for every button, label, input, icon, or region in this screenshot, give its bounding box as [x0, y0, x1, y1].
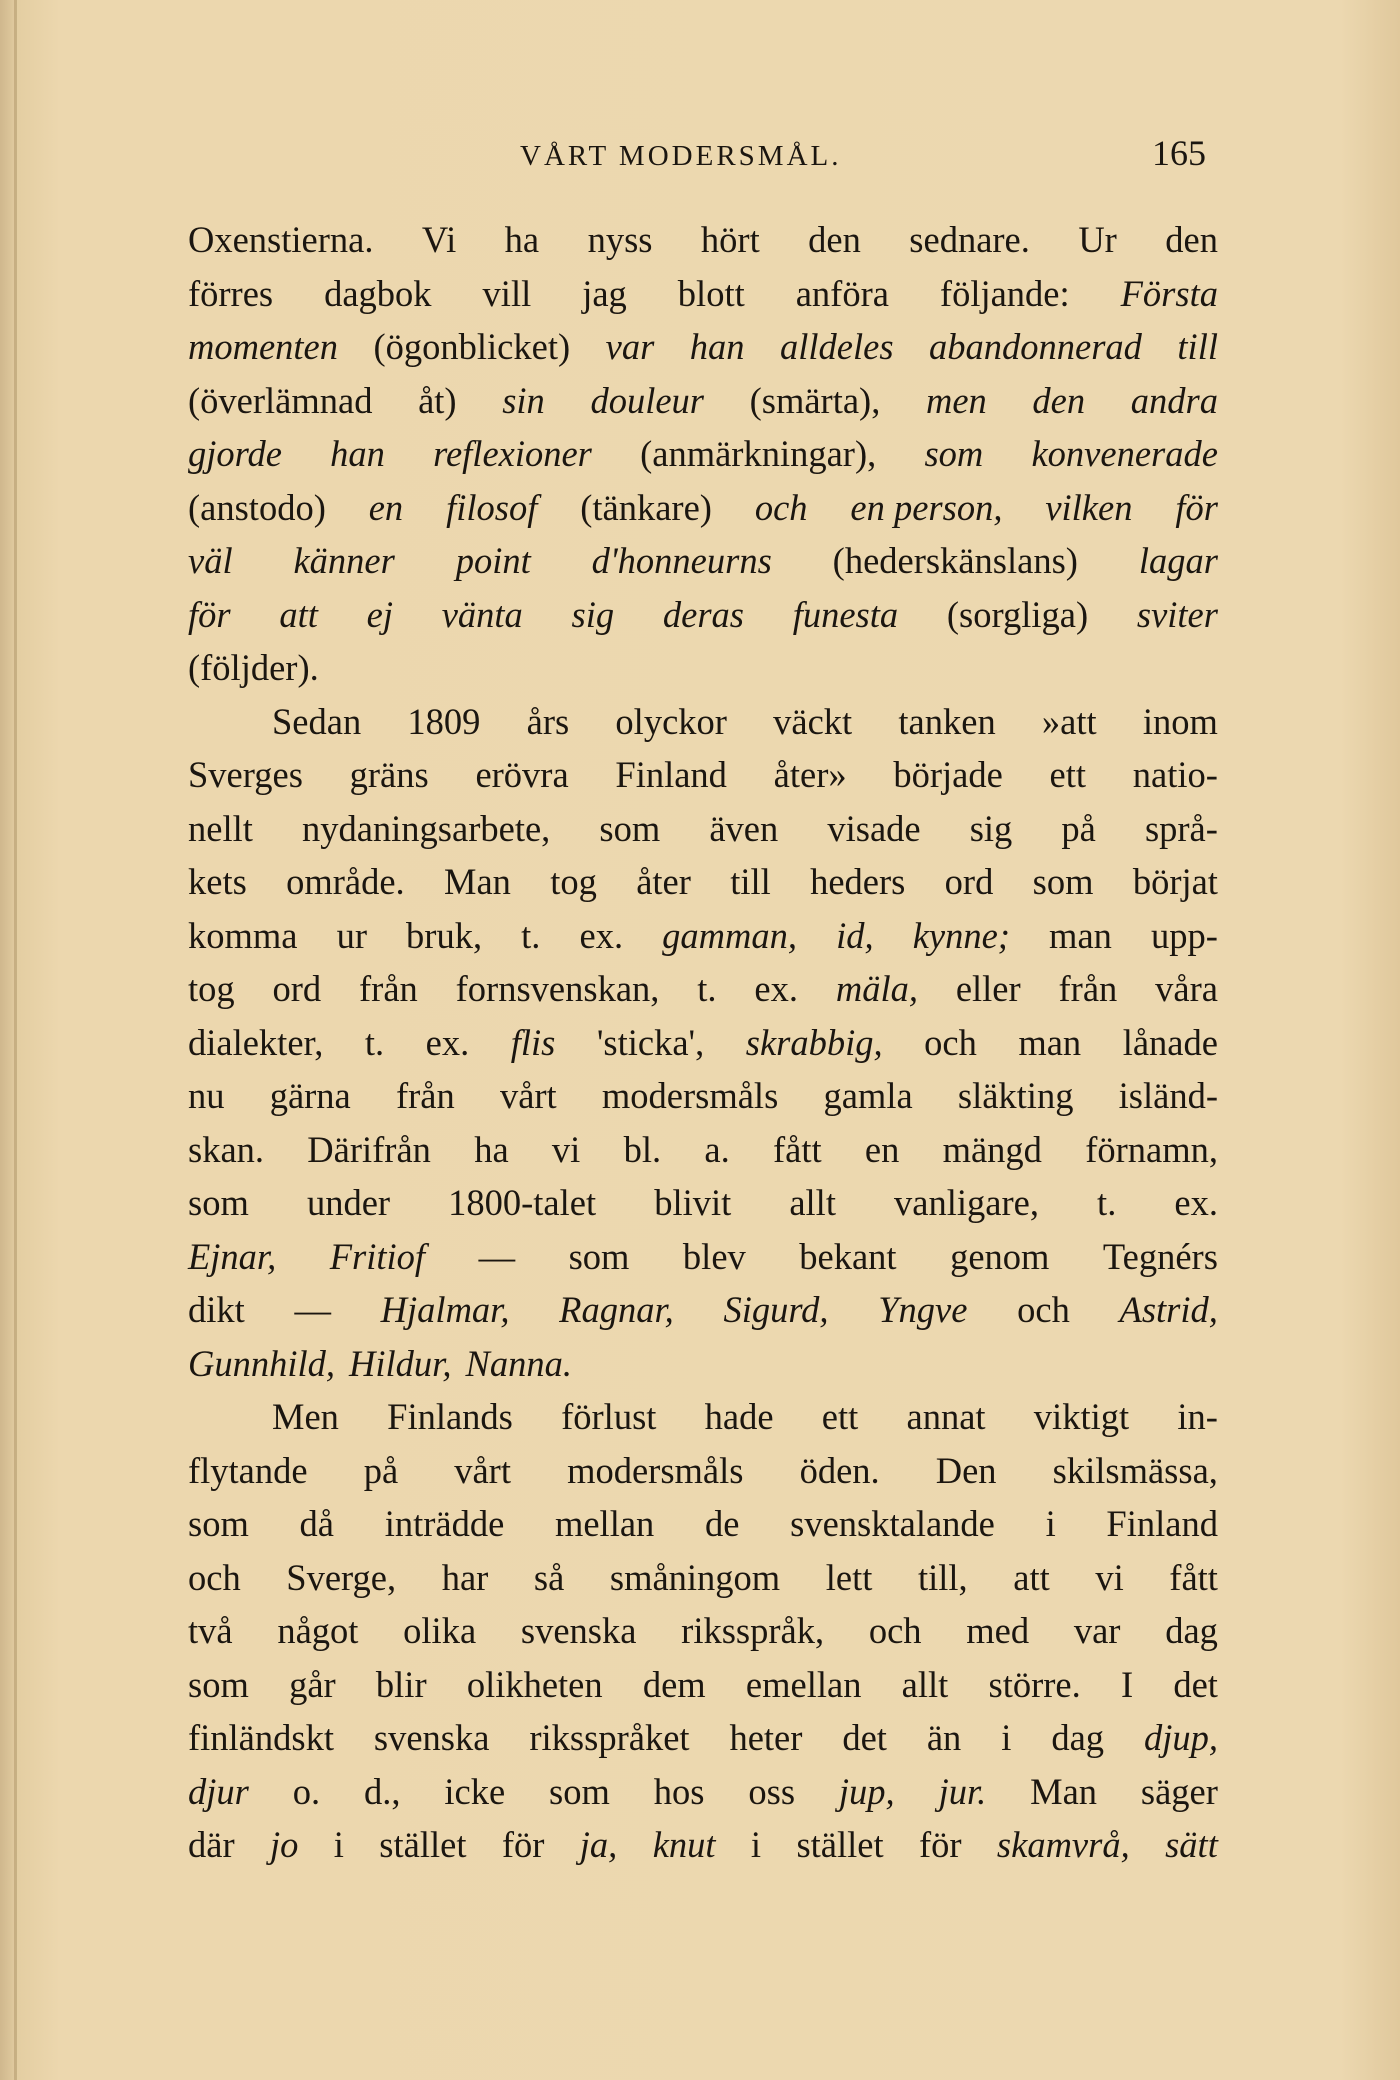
- word: man: [1049, 914, 1112, 956]
- italic-word: abandonnerad: [929, 326, 1142, 367]
- word: tanken: [898, 700, 996, 742]
- word: från: [359, 968, 418, 1009]
- word: de: [704, 1503, 740, 1544]
- word: stället: [796, 1824, 884, 1865]
- word: olyckor: [615, 700, 727, 742]
- word: åt): [418, 379, 457, 421]
- word: t.: [521, 914, 541, 956]
- text-line: [188, 962, 1218, 1016]
- word: mängd: [942, 1128, 1042, 1170]
- word: Man: [444, 861, 511, 902]
- italic-word: alldeles: [780, 326, 894, 367]
- word: språ-: [1144, 807, 1218, 849]
- word: förres: [188, 272, 274, 314]
- word: allt: [901, 1663, 949, 1705]
- word: (sorgliga): [946, 593, 1089, 635]
- word: I: [1120, 1663, 1134, 1705]
- word: a.: [704, 1128, 730, 1170]
- word: nu: [188, 1075, 225, 1116]
- word: fått: [1169, 1556, 1218, 1598]
- word: svensktalande: [790, 1503, 995, 1544]
- word: sednare.: [909, 219, 1030, 260]
- word: följande:: [939, 272, 1070, 314]
- italic-word: till: [1177, 326, 1218, 367]
- word: ex.: [754, 968, 798, 1009]
- text-line: [188, 1069, 1218, 1123]
- word: en: [864, 1128, 900, 1170]
- text-line: [188, 1444, 1218, 1498]
- word: kets: [188, 861, 247, 902]
- word: och: [1017, 1289, 1070, 1330]
- word: i: [750, 1824, 762, 1865]
- word: modersmåls: [601, 1075, 779, 1116]
- text-line: [188, 695, 1218, 749]
- text-line: [188, 1711, 1218, 1765]
- word: års: [526, 700, 570, 742]
- word: Sverges: [188, 754, 303, 795]
- word: (ögonblicket): [373, 326, 571, 367]
- word: nydaningsarbete,: [301, 807, 551, 849]
- word: Ur: [1078, 219, 1117, 260]
- italic-word: konvenerade: [1031, 433, 1218, 474]
- text-line: [188, 320, 1218, 374]
- text-line: [188, 267, 1218, 321]
- word: in-: [1177, 1396, 1218, 1437]
- word: riksspråk,: [681, 1610, 825, 1651]
- word: svenska: [520, 1610, 637, 1651]
- word: säger: [1140, 1770, 1218, 1812]
- word: åter: [636, 861, 691, 902]
- word: åter»: [773, 754, 847, 795]
- italic-word: han: [689, 326, 745, 367]
- word: allt: [789, 1182, 836, 1223]
- italic-word: att: [279, 593, 318, 635]
- italic-word: ja,: [579, 1824, 618, 1865]
- word: blott: [677, 272, 745, 314]
- italic-word: gamman,: [662, 914, 798, 956]
- italic-word: sin: [502, 379, 545, 421]
- italic-word: Yngve: [878, 1289, 968, 1330]
- word: anföra: [795, 272, 889, 314]
- word: oss: [748, 1770, 796, 1812]
- italic-word: och: [754, 486, 808, 528]
- word: vi: [1095, 1556, 1124, 1598]
- text-line: [188, 1230, 1218, 1284]
- word: isländ-: [1118, 1075, 1218, 1116]
- word: öden.: [799, 1449, 880, 1491]
- body-text: [188, 213, 1218, 1872]
- word: mellan: [554, 1503, 655, 1544]
- word: svenska: [373, 1717, 490, 1758]
- italic-word: sig: [571, 593, 615, 635]
- word: viktigt: [1033, 1396, 1130, 1437]
- italic-word: funesta: [792, 593, 899, 635]
- italic-word: filosof: [446, 486, 538, 528]
- italic-word: vilken: [1045, 486, 1133, 528]
- italic-word: känner: [293, 540, 395, 581]
- word: Vi: [421, 219, 457, 260]
- italic-word: väl: [188, 540, 233, 581]
- page-number: 165: [1152, 133, 1206, 173]
- word: ex.: [1174, 1182, 1218, 1223]
- word: så: [533, 1556, 565, 1598]
- text-line: [188, 427, 1218, 481]
- word: t.: [364, 1021, 385, 1063]
- word: något: [277, 1610, 359, 1651]
- word: våra: [1155, 968, 1218, 1009]
- text-line: [188, 1283, 1218, 1337]
- italic-word: för: [188, 593, 231, 635]
- word: modersmåls: [567, 1449, 744, 1491]
- italic-word: som: [924, 433, 984, 474]
- text-line: [188, 1497, 1218, 1551]
- word: började: [893, 754, 1003, 795]
- word: (hederskänslans): [832, 540, 1078, 581]
- italic-word: vänta: [441, 593, 523, 635]
- word: Finland: [1106, 1503, 1218, 1544]
- italic-word: men: [925, 379, 987, 421]
- word: stället: [379, 1824, 467, 1865]
- italic-word: point: [455, 540, 531, 581]
- word: (överlämnad: [188, 379, 373, 421]
- word: riksspråket: [529, 1717, 690, 1758]
- word: var: [1073, 1610, 1121, 1651]
- italic-word: momenten: [188, 326, 339, 367]
- word: för: [918, 1824, 962, 1865]
- italic-word: flis: [510, 1021, 556, 1063]
- word: till,: [917, 1556, 968, 1598]
- word: —: [294, 1289, 331, 1330]
- word: 1809: [407, 700, 481, 742]
- running-head: [0, 120, 1400, 180]
- word: Tegnérs: [1102, 1235, 1218, 1277]
- word: —: [478, 1235, 516, 1277]
- word: ord: [272, 968, 322, 1009]
- italic-word: den: [1032, 379, 1086, 421]
- word: med: [966, 1610, 1030, 1651]
- word: tog: [550, 861, 597, 902]
- word: från: [1058, 968, 1118, 1009]
- italic-word: skrabbig,: [745, 1021, 883, 1063]
- word: i: [1045, 1503, 1056, 1544]
- word: som: [599, 807, 661, 849]
- word: komma: [188, 914, 298, 956]
- word: dag: [1165, 1610, 1218, 1651]
- word: dialekter,: [188, 1021, 324, 1063]
- word: ex.: [579, 914, 624, 956]
- italic-word: Gunnhild,: [188, 1342, 336, 1384]
- word: två: [188, 1610, 233, 1651]
- word: hört: [700, 219, 760, 260]
- word: man: [1018, 1021, 1082, 1063]
- italic-word: lagar: [1138, 540, 1218, 581]
- word: då: [299, 1503, 334, 1544]
- word: som: [188, 1503, 249, 1544]
- text-line: [188, 1176, 1218, 1230]
- word: 1800-talet: [448, 1182, 597, 1223]
- italic-word: knut: [652, 1824, 716, 1865]
- word: ett: [1049, 754, 1087, 795]
- word: blev: [682, 1235, 746, 1277]
- word: ex.: [425, 1021, 470, 1063]
- text-line: [188, 748, 1218, 802]
- page-edge-shadow: [14, 0, 17, 2080]
- word: blir: [375, 1663, 427, 1705]
- word: vårt: [499, 1075, 557, 1116]
- word: tog: [188, 968, 235, 1009]
- text-line: [188, 909, 1218, 963]
- word: visade: [827, 807, 921, 849]
- word: vanligare,: [894, 1182, 1039, 1223]
- italic-word: en person,: [850, 486, 1003, 528]
- word: skan.: [188, 1128, 265, 1170]
- word: som: [549, 1770, 610, 1812]
- word: upp-: [1150, 914, 1218, 956]
- word: område.: [286, 861, 405, 902]
- word: bl.: [623, 1128, 662, 1170]
- word: skilsmässa,: [1052, 1449, 1218, 1491]
- word: t.: [1097, 1182, 1117, 1223]
- word: vi: [551, 1128, 581, 1170]
- italic-word: sätt: [1165, 1824, 1218, 1865]
- word: (tänkare): [580, 486, 712, 528]
- word: heter: [729, 1717, 803, 1758]
- word: dagbok: [324, 272, 432, 314]
- word: Därifrån: [307, 1128, 431, 1170]
- word: väckt: [773, 700, 853, 742]
- word: (anstodo): [188, 486, 326, 528]
- word: nellt: [188, 807, 253, 849]
- text-line: [188, 1818, 1218, 1872]
- word: olikheten: [466, 1663, 603, 1705]
- word: det: [842, 1717, 887, 1758]
- word: (följder).: [188, 647, 319, 688]
- word: ha: [474, 1128, 509, 1170]
- word: i: [1001, 1717, 1012, 1758]
- italic-word: för: [1175, 486, 1218, 528]
- italic-word: Hjalmar,: [380, 1289, 510, 1330]
- word: går: [289, 1663, 336, 1705]
- text-line: [188, 1123, 1218, 1177]
- word: sig: [969, 807, 1013, 849]
- italic-word: skamvrå,: [996, 1824, 1130, 1865]
- italic-word: mäla,: [835, 968, 918, 1009]
- word: och: [924, 1021, 977, 1063]
- word: bruk,: [406, 914, 483, 956]
- italic-word: Sigurd,: [723, 1289, 829, 1330]
- word: dikt: [188, 1289, 245, 1330]
- word: d.,: [363, 1770, 401, 1812]
- running-head-title: VÅRT MODERSMÅL.: [520, 140, 842, 172]
- word: vårt: [454, 1449, 511, 1491]
- italic-word: ej: [366, 593, 393, 635]
- word: det: [1173, 1663, 1218, 1705]
- word: jag: [582, 272, 627, 314]
- word: (smärta),: [749, 379, 881, 421]
- text-line: [188, 641, 1218, 695]
- word: från: [395, 1075, 455, 1116]
- word: och: [868, 1610, 922, 1651]
- italic-word: douleur: [590, 379, 704, 421]
- text-line: [188, 534, 1218, 588]
- word: finländskt: [188, 1717, 334, 1758]
- italic-word: Ejnar,: [188, 1235, 277, 1277]
- word: olika: [403, 1610, 477, 1651]
- word: gamla: [823, 1075, 913, 1116]
- word: och: [188, 1556, 241, 1598]
- word: t.: [697, 968, 717, 1009]
- word: Sedan: [272, 700, 362, 742]
- text-line: [188, 1551, 1218, 1605]
- text-line: [188, 213, 1218, 267]
- italic-word: djup,: [1143, 1717, 1218, 1758]
- word: flytande: [188, 1449, 308, 1491]
- italic-word: jur.: [938, 1770, 987, 1812]
- word: Finland: [615, 754, 727, 795]
- word: har: [441, 1556, 489, 1598]
- italic-word: sviter: [1136, 593, 1218, 635]
- word: nyss: [587, 219, 653, 260]
- word: förnamn,: [1085, 1128, 1218, 1170]
- word: börjat: [1132, 861, 1218, 902]
- word: inom: [1142, 700, 1218, 742]
- text-line: [188, 1765, 1218, 1819]
- word: o.: [292, 1770, 321, 1812]
- italic-word: Hildur,: [349, 1342, 452, 1384]
- word: för: [501, 1824, 545, 1865]
- word: 'sticka',: [596, 1021, 705, 1063]
- word: ha: [504, 219, 540, 260]
- word: Oxenstierna.: [188, 219, 374, 260]
- italic-word: en: [368, 486, 404, 528]
- word: inträdde: [384, 1503, 505, 1544]
- word: ett: [821, 1396, 859, 1437]
- word: heders: [810, 861, 906, 902]
- word: Men: [272, 1396, 339, 1437]
- word: Man: [1030, 1770, 1098, 1812]
- word: än: [926, 1717, 962, 1758]
- text-line: [188, 1337, 1218, 1391]
- word: där: [188, 1824, 235, 1865]
- word: som: [568, 1235, 630, 1277]
- italic-word: han: [330, 433, 385, 474]
- italic-word: Första: [1120, 272, 1218, 314]
- word: genom: [950, 1235, 1050, 1277]
- word: ord: [944, 861, 994, 902]
- word: att: [1013, 1556, 1050, 1598]
- word: även: [709, 807, 779, 849]
- text-line: [188, 374, 1218, 428]
- text-line: [188, 802, 1218, 856]
- word: släkting: [957, 1075, 1074, 1116]
- word: hos: [653, 1770, 705, 1812]
- word: ur: [336, 914, 367, 956]
- italic-word: Astrid,: [1119, 1289, 1218, 1330]
- word: på: [1061, 807, 1096, 849]
- italic-word: jo: [269, 1824, 299, 1865]
- word: Finlands: [387, 1396, 513, 1437]
- word: på: [363, 1449, 399, 1491]
- word: bekant: [799, 1235, 897, 1277]
- text-line: [188, 855, 1218, 909]
- text-line: [188, 1658, 1218, 1712]
- word: hade: [704, 1396, 774, 1437]
- word: som: [188, 1663, 249, 1705]
- italic-word: andra: [1130, 379, 1218, 421]
- word: fått: [772, 1128, 822, 1170]
- word: den: [808, 219, 861, 260]
- word: Den: [935, 1449, 997, 1491]
- word: (anmärkningar),: [640, 433, 877, 474]
- italic-word: reflexioner: [433, 433, 592, 474]
- text-line: [188, 1604, 1218, 1658]
- italic-word: gjorde: [188, 433, 282, 474]
- word: förlust: [561, 1396, 657, 1437]
- italic-word: Ragnar,: [559, 1289, 674, 1330]
- text-line: [188, 1016, 1218, 1070]
- italic-word: jup,: [838, 1770, 895, 1812]
- word: emellan: [745, 1663, 862, 1705]
- italic-word: var: [605, 326, 655, 367]
- word: lett: [825, 1556, 873, 1598]
- word: lånade: [1122, 1021, 1218, 1063]
- italic-word: d'honneurns: [591, 540, 772, 581]
- word: annat: [906, 1396, 986, 1437]
- italic-word: Fritiof: [329, 1235, 426, 1277]
- italic-word: Nanna.: [465, 1342, 572, 1384]
- italic-word: kynne;: [912, 914, 1010, 956]
- word: erövra: [475, 754, 569, 795]
- word: den: [1165, 219, 1218, 260]
- word: småningom: [609, 1556, 781, 1598]
- word: fornsvenskan,: [455, 968, 660, 1009]
- word: som: [188, 1182, 249, 1223]
- word: icke: [444, 1770, 506, 1812]
- italic-word: deras: [662, 593, 744, 635]
- word: natio-: [1132, 754, 1218, 795]
- word: under: [306, 1182, 391, 1223]
- italic-word: djur: [188, 1770, 249, 1812]
- word: dem: [642, 1663, 706, 1705]
- word: större.: [988, 1663, 1081, 1705]
- italic-word: id,: [836, 914, 874, 956]
- text-line: [188, 588, 1218, 642]
- word: Sverge,: [286, 1556, 397, 1598]
- word: till: [730, 861, 771, 902]
- word: gärna: [269, 1075, 351, 1116]
- word: eller: [955, 968, 1021, 1009]
- word: gräns: [349, 754, 429, 795]
- word: »att: [1041, 700, 1097, 742]
- word: vill: [482, 272, 532, 314]
- text-line: [188, 481, 1218, 535]
- text-line: [188, 1390, 1218, 1444]
- word: dag: [1051, 1717, 1105, 1758]
- word: som: [1032, 861, 1094, 902]
- word: blivit: [654, 1182, 732, 1223]
- word: i: [333, 1824, 344, 1865]
